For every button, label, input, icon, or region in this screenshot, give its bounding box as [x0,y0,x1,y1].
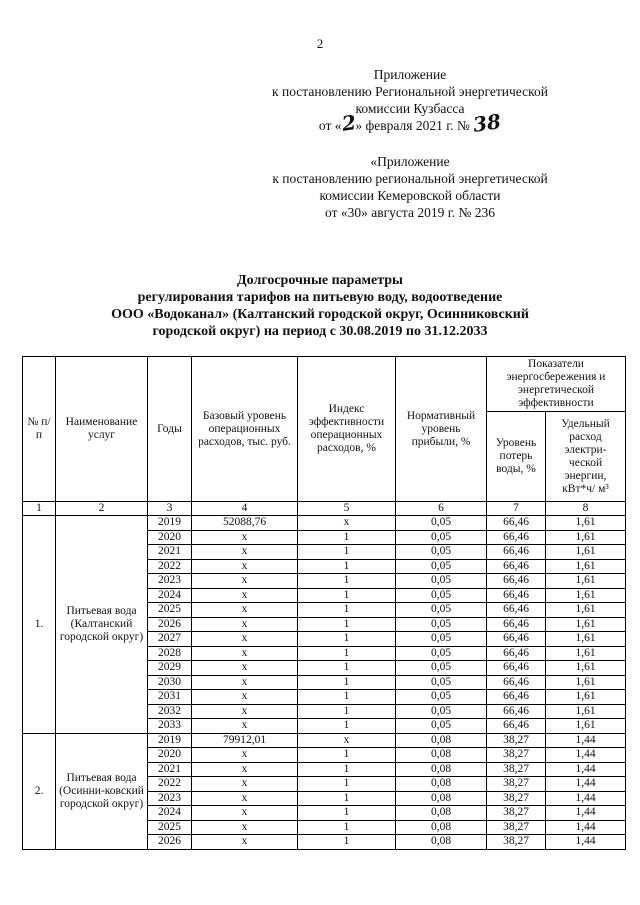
cell-profit: 0,05 [396,675,487,690]
cell-profit: 0,05 [396,646,487,661]
cell-energy-use: 1,61 [546,545,626,560]
column-number: 1 [23,502,56,516]
cell-profit: 0,08 [396,835,487,850]
cell-year: 2030 [148,675,192,690]
cell-year: 2019 [148,733,192,748]
header-base-level: Базовый уровень операционных расходов, тыс. руб. [192,357,298,502]
cell-profit: 0,08 [396,733,487,748]
cell-year: 2026 [148,617,192,632]
cell-base-level: х [192,806,298,821]
cell-year: 2031 [148,690,192,705]
cell-year: 2027 [148,632,192,647]
cell-base-level: х [192,762,298,777]
row-group-number: 2. [23,733,56,849]
cell-energy-use: 1,61 [546,588,626,603]
cell-base-level: х [192,820,298,835]
cell-energy-use: 1,61 [546,603,626,618]
appendix-date [250,109,570,137]
cell-energy-use: 1,61 [546,661,626,676]
cell-efficiency-index: х [298,516,396,531]
cell-energy-use: 1,61 [546,690,626,705]
cell-profit: 0,08 [396,806,487,821]
appendix-header-new [250,66,570,137]
cell-efficiency-index: 1 [298,603,396,618]
cell-base-level: х [192,530,298,545]
cell-energy-use: 1,61 [546,574,626,589]
cell-year: 2028 [148,646,192,661]
cell-water-loss: 66,46 [487,675,546,690]
cell-base-level: х [192,690,298,705]
page-number: 2 [316,36,324,51]
cell-year: 2019 [148,516,192,531]
cell-energy-use: 1,61 [546,617,626,632]
cell-efficiency-index: 1 [298,588,396,603]
header-energy-use: Удельный расход электри-ческой энергии, кВт*ч/ м³ [546,412,626,502]
column-number: 3 [148,502,192,516]
title-line: Долгосрочные параметры [237,273,403,288]
cell-profit: 0,05 [396,530,487,545]
cell-base-level: х [192,617,298,632]
cell-base-level: х [192,603,298,618]
cell-energy-use: 1,61 [546,632,626,647]
cell-profit: 0,08 [396,820,487,835]
cell-water-loss: 66,46 [487,617,546,632]
header-efficiency-index: Индекс эффективности операционных расходов, % [298,357,396,502]
cell-efficiency-index: 1 [298,704,396,719]
cell-year: 2020 [148,748,192,763]
cell-water-loss: 38,27 [487,762,546,777]
cell-base-level: х [192,777,298,792]
header-water-loss: Уровень потерь воды, % [487,412,546,502]
cell-efficiency-index: 1 [298,777,396,792]
cell-efficiency-index: 1 [298,646,396,661]
cell-profit: 0,05 [396,516,487,531]
cell-base-level: х [192,748,298,763]
parameters-table [22,356,626,850]
cell-water-loss: 66,46 [487,545,546,560]
cell-efficiency-index: 1 [298,791,396,806]
cell-base-level: 52088,76 [192,516,298,531]
cell-profit: 0,05 [396,719,487,734]
cell-profit: 0,08 [396,762,487,777]
cell-efficiency-index: 1 [298,820,396,835]
cell-year: 2023 [148,791,192,806]
cell-water-loss: 66,46 [487,530,546,545]
cell-profit: 0,05 [396,559,487,574]
appendix-line: «Приложение [370,154,450,169]
header-num: № п/п [23,357,56,502]
cell-efficiency-index: 1 [298,632,396,647]
cell-profit: 0,05 [396,545,487,560]
cell-year: 2033 [148,719,192,734]
cell-year: 2026 [148,835,192,850]
cell-water-loss: 66,46 [487,516,546,531]
cell-efficiency-index: 1 [298,762,396,777]
date-middle: » февраля 2021 г. № [355,118,474,133]
handwritten-number: 38 [471,109,503,137]
cell-efficiency-index: 1 [298,806,396,821]
header-profit: Нормативный уровень прибыли, % [396,357,487,502]
cell-year: 2029 [148,661,192,676]
column-number: 5 [298,502,396,516]
cell-year: 2022 [148,777,192,792]
cell-water-loss: 66,46 [487,719,546,734]
cell-energy-use: 1,61 [546,675,626,690]
cell-efficiency-index: 1 [298,661,396,676]
cell-base-level: х [192,588,298,603]
cell-water-loss: 66,46 [487,588,546,603]
table-row [23,733,626,748]
header-service: Наименование услуг [56,357,148,502]
cell-energy-use: 1,44 [546,791,626,806]
cell-water-loss: 66,46 [487,574,546,589]
cell-water-loss: 66,46 [487,559,546,574]
cell-water-loss: 38,27 [487,835,546,850]
row-group-number: 1. [23,516,56,734]
column-number-row [23,502,626,516]
cell-energy-use: 1,44 [546,820,626,835]
cell-water-loss: 66,46 [487,690,546,705]
appendix-line: комиссии Кемеровской области [319,188,501,203]
cell-efficiency-index: 1 [298,835,396,850]
cell-efficiency-index: 1 [298,559,396,574]
cell-water-loss: 38,27 [487,777,546,792]
cell-water-loss: 66,46 [487,632,546,647]
cell-energy-use: 1,44 [546,835,626,850]
title-line: ООО «Водоканал» (Калтанский городской округ, Осинниковский [111,307,529,322]
cell-efficiency-index: 1 [298,748,396,763]
cell-efficiency-index: 1 [298,617,396,632]
cell-year: 2020 [148,530,192,545]
title-line: городской округ) на период с 30.08.2019 по 31.12.2033 [152,324,488,339]
cell-energy-use: 1,61 [546,719,626,734]
cell-year: 2022 [148,559,192,574]
cell-base-level: х [192,632,298,647]
appendix-line: от «30» августа 2019 г. № 236 [325,205,495,220]
cell-profit: 0,08 [396,777,487,792]
cell-year: 2032 [148,704,192,719]
appendix-line: Приложение [373,67,447,82]
handwritten-day: 2 [339,110,358,136]
cell-profit: 0,05 [396,704,487,719]
cell-efficiency-index: 1 [298,545,396,560]
cell-base-level: х [192,719,298,734]
cell-base-level: х [192,646,298,661]
appendix-line: к постановлению Региональной энергетической [272,84,548,99]
appendix-header-old [250,153,570,221]
cell-year: 2024 [148,806,192,821]
cell-year: 2025 [148,603,192,618]
column-number: 2 [56,502,148,516]
appendix-line: комиссии Кузбасса [355,101,465,116]
date-prefix: от « [318,118,342,133]
cell-profit: 0,05 [396,588,487,603]
cell-efficiency-index: 1 [298,530,396,545]
cell-water-loss: 66,46 [487,646,546,661]
cell-water-loss: 66,46 [487,661,546,676]
cell-efficiency-index: 1 [298,690,396,705]
title-line: регулирования тарифов на питьевую воду, водоотведение [137,290,503,305]
cell-year: 2023 [148,574,192,589]
cell-energy-use: 1,61 [546,646,626,661]
cell-energy-use: 1,44 [546,733,626,748]
cell-profit: 0,05 [396,603,487,618]
cell-year: 2025 [148,820,192,835]
cell-profit: 0,05 [396,574,487,589]
cell-base-level: х [192,675,298,690]
cell-energy-use: 1,61 [546,530,626,545]
cell-year: 2021 [148,545,192,560]
cell-base-level: 79912,01 [192,733,298,748]
cell-base-level: х [192,704,298,719]
cell-base-level: х [192,661,298,676]
cell-energy-use: 1,44 [546,748,626,763]
column-number: 4 [192,502,298,516]
column-number: 8 [546,502,626,516]
cell-base-level: х [192,559,298,574]
cell-efficiency-index: 1 [298,719,396,734]
table-body [23,516,626,850]
cell-water-loss: 38,27 [487,791,546,806]
cell-energy-use: 1,61 [546,559,626,574]
cell-year: 2021 [148,762,192,777]
header-years: Годы [148,357,192,502]
cell-profit: 0,05 [396,661,487,676]
cell-energy-use: 1,61 [546,516,626,531]
cell-water-loss: 66,46 [487,704,546,719]
cell-efficiency-index: 1 [298,574,396,589]
cell-water-loss: 38,27 [487,733,546,748]
cell-profit: 0,08 [396,791,487,806]
document-title [60,272,580,340]
appendix-line: к постановлению региональной энергетической [272,171,548,186]
cell-efficiency-index: 1 [298,675,396,690]
cell-energy-use: 1,44 [546,777,626,792]
cell-profit: 0,05 [396,632,487,647]
table-row [23,516,626,531]
cell-year: 2024 [148,588,192,603]
cell-profit: 0,05 [396,690,487,705]
cell-water-loss: 38,27 [487,806,546,821]
cell-energy-use: 1,61 [546,704,626,719]
cell-energy-use: 1,44 [546,762,626,777]
row-group-service: Питьевая вода (Калтанский городской округ) [56,516,148,734]
cell-profit: 0,05 [396,617,487,632]
header-energy-group: Показатели энергосбережения и энергетической эффективности [487,357,626,412]
column-number: 6 [396,502,487,516]
cell-water-loss: 38,27 [487,748,546,763]
cell-water-loss: 66,46 [487,603,546,618]
cell-base-level: х [192,574,298,589]
cell-base-level: х [192,835,298,850]
cell-efficiency-index: х [298,733,396,748]
cell-base-level: х [192,791,298,806]
cell-water-loss: 38,27 [487,820,546,835]
row-group-service: Питьевая вода (Осинни-ковский городской округ) [56,733,148,849]
cell-profit: 0,08 [396,748,487,763]
column-number: 7 [487,502,546,516]
cell-energy-use: 1,44 [546,806,626,821]
cell-base-level: х [192,545,298,560]
